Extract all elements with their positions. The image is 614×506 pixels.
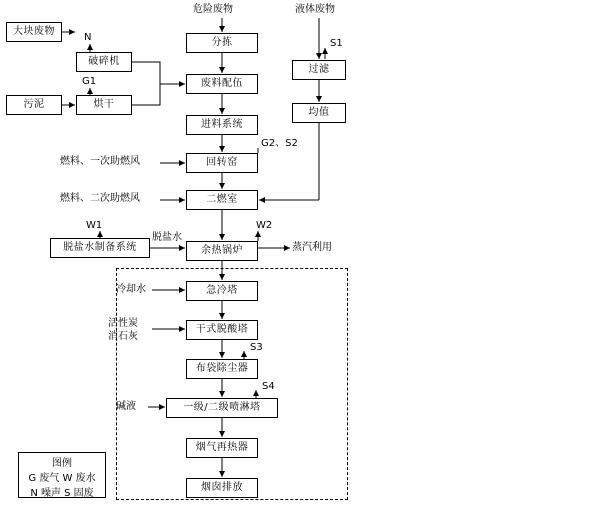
node-crusher: 破碎机 xyxy=(76,52,132,72)
node-dry-deacid-tower: 干式脱酸塔 xyxy=(186,320,258,340)
label-w2: W2 xyxy=(256,220,273,231)
label-steam-use: 蒸汽利用 xyxy=(292,242,332,253)
label-secondary-air: 燃料、二次助燃风 xyxy=(60,193,140,204)
legend-box xyxy=(18,452,106,498)
node-waste-mixing: 废料配伍 xyxy=(186,74,258,94)
node-bulk-waste: 大块废物 xyxy=(6,22,62,42)
node-sorting: 分拣 xyxy=(186,33,258,53)
label-s1: S1 xyxy=(330,38,343,49)
node-quench-tower: 急冷塔 xyxy=(186,281,258,301)
label-s3: S3 xyxy=(250,342,263,353)
node-spray-tower: 一级/二级喷淋塔 xyxy=(166,398,278,418)
node-flue-reheater: 烟气再热器 xyxy=(186,438,258,458)
node-bag-filter: 布袋除尘器 xyxy=(186,359,258,379)
node-sludge: 污泥 xyxy=(6,95,62,115)
label-g1: G1 xyxy=(82,76,97,87)
label-g2-s2: G2、S2 xyxy=(261,138,298,149)
node-homogenize: 均值 xyxy=(292,103,346,123)
label-w1: W1 xyxy=(86,220,103,231)
legend-title: 图例 xyxy=(52,458,72,469)
legend-line-2: N 噪声 S 固废 xyxy=(30,488,94,499)
legend-line-1: G 废气 W 废水 xyxy=(28,473,96,484)
label-desalt-water: 脱盐水 xyxy=(152,232,182,243)
label-n: N xyxy=(84,32,92,43)
label-cooling-water: 冷却水 xyxy=(116,284,146,295)
node-liquid-waste: 液体废物 xyxy=(295,4,335,15)
node-drying: 烘干 xyxy=(76,95,132,115)
label-s4: S4 xyxy=(262,381,275,392)
label-alkali-liquid: 碱液 xyxy=(116,401,136,412)
node-waste-heat-boiler: 余热锅炉 xyxy=(186,241,258,261)
node-hazardous-waste: 危险废物 xyxy=(193,4,233,15)
node-rotary-kiln: 回转窑 xyxy=(186,153,258,173)
node-stack: 烟囱排放 xyxy=(186,478,258,498)
label-activated-carbon: 活性炭 xyxy=(108,318,138,329)
label-primary-air: 燃料、一次助燃风 xyxy=(60,156,140,167)
node-desalt-system: 脱盐水制备系统 xyxy=(50,238,150,258)
node-feed-system: 进料系统 xyxy=(186,115,258,135)
label-slaked-lime: 消石灰 xyxy=(108,331,138,342)
node-filtration: 过滤 xyxy=(292,60,346,80)
node-secondary-chamber: 二燃室 xyxy=(186,190,258,210)
flue-gas-treatment-group xyxy=(116,268,348,500)
